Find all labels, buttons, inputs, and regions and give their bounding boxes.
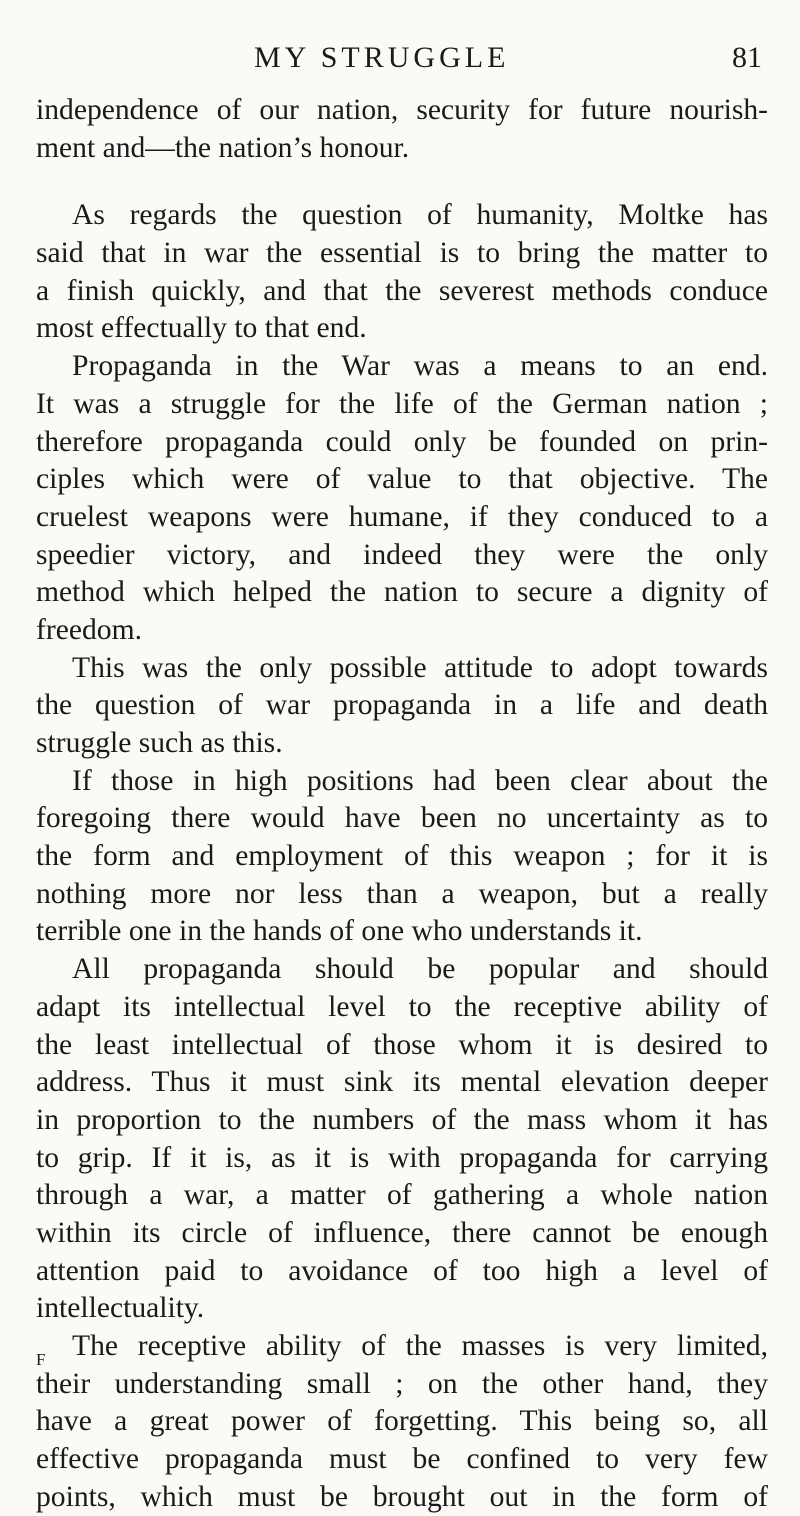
running-title: MY STRUGGLE	[254, 41, 510, 74]
text-line: the form and employment of this weapon ; for it is	[36, 840, 768, 873]
text-line: effective propaganda must be confined to very few	[36, 1443, 768, 1476]
text-line: independence of our nation, security for future nourish-	[36, 94, 768, 126]
text-line: terrible one in the hands of one who understands it.	[36, 915, 643, 948]
text-line: Propaganda in the War was a means to an end.	[72, 350, 768, 383]
text-line: As regards the question of humanity, Moltke has	[72, 199, 768, 232]
paragraph-gap	[36, 167, 768, 197]
text-line: intellectuality.	[36, 1292, 205, 1325]
text-line: This was the only possible attitude to adopt towards	[72, 651, 768, 684]
text-line: adapt its intellectual level to the receptive ability of	[36, 990, 768, 1023]
text-line: method which helped the nation to secure a dignity of	[36, 576, 768, 609]
text-line: to grip. If it is, as it is with propaganda for carrying	[36, 1141, 768, 1174]
text-line: the least intellectual of those whom it is desired to	[36, 1028, 768, 1061]
text-line: points, which must be brought out in the form of	[36, 1480, 768, 1513]
running-head	[0, 38, 800, 78]
text-line: attention paid to avoidance of too high a level of	[36, 1254, 768, 1287]
text-line: the question of war propaganda in a life and death	[36, 689, 768, 722]
text-line: address. Thus it must sink its mental elevation deeper	[36, 1066, 768, 1099]
text-line: within its circle of influence, there cannot be enough	[36, 1216, 768, 1249]
text-line: in proportion to the numbers of the mass whom it has	[36, 1103, 768, 1136]
text-line: The receptive ability of the masses is very limited,	[72, 1330, 768, 1362]
text-line: If those in high positions had been clear about the	[72, 764, 768, 797]
text-line: It was a struggle for the life of the German nation ;	[36, 387, 768, 420]
text-line: have a great power of forgetting. This being so, all	[36, 1405, 768, 1438]
text-line: therefore propaganda could only be founded on prin-	[36, 425, 768, 458]
page-number: 81	[732, 41, 762, 74]
body-text	[36, 92, 768, 1516]
text-line: through a war, a matter of gathering a whole nation	[36, 1179, 768, 1212]
text-line: All propaganda should be popular and should	[72, 953, 768, 986]
text-line: freedom.	[36, 613, 142, 646]
text-line: cruelest weapons were humane, if they conduced to a	[36, 500, 768, 533]
text-line: nothing more nor less than a weapon, but a really	[36, 877, 768, 910]
text-line: speedier victory, and indeed they were the only	[36, 538, 768, 571]
text-line: a finish quickly, and that the severest methods conduce	[36, 274, 768, 307]
text-line: ment and—the nation’s honour.	[36, 131, 410, 164]
text-line: foregoing there would have been no uncertainty as to	[36, 802, 768, 835]
text-line: their understanding small ; on the other hand, they	[36, 1367, 768, 1400]
signature-mark: F	[36, 1350, 46, 1369]
text-line: most effectually to that end.	[36, 312, 367, 345]
text-line: ciples which were of value to that objective. The	[36, 463, 768, 496]
text-line: struggle such as this.	[36, 727, 283, 759]
text-line: said that in war the essential is to bring the matter to	[36, 237, 768, 270]
